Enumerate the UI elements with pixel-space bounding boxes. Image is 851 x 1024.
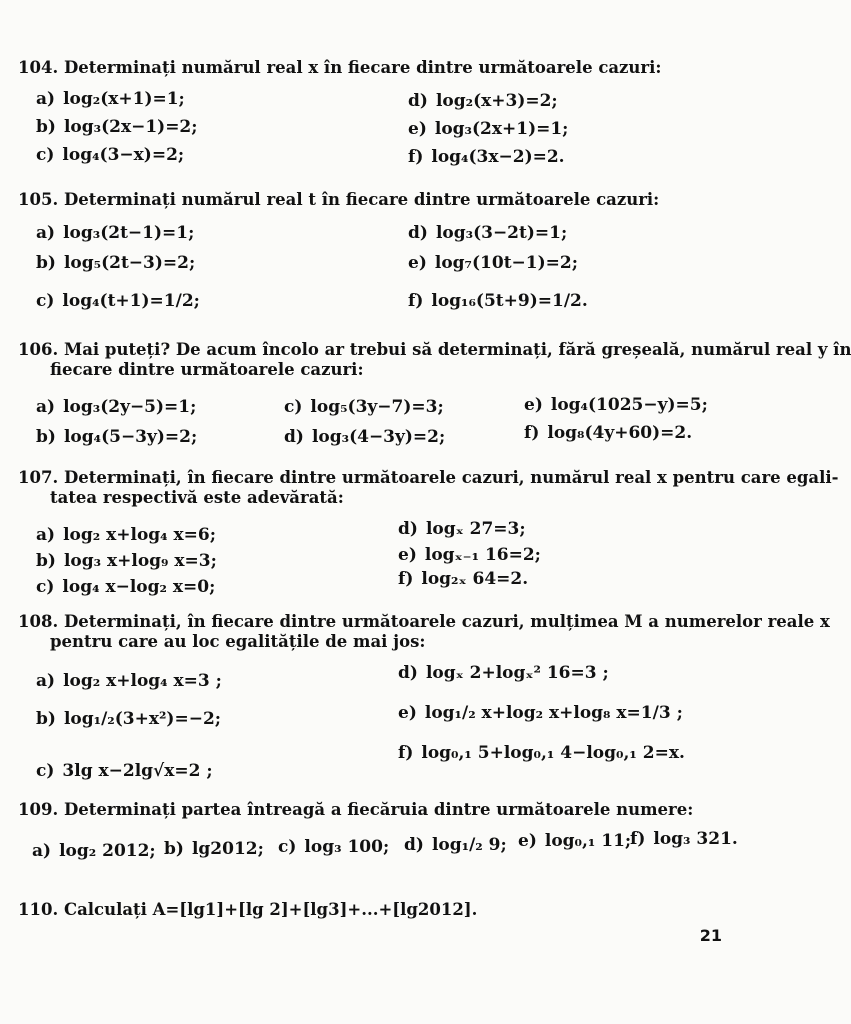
- problem-104-item-f: [408, 146, 565, 168]
- problem-text: Calculați A=[lg1]+[lg 2]+[lg3]+...+[lg2012].: [63, 900, 478, 919]
- item-expression: log₂ x+log₄ x=6;: [63, 525, 217, 545]
- item-label: b): [36, 709, 56, 729]
- problem-104-item-b: [36, 116, 198, 138]
- item-label: e): [398, 703, 417, 723]
- problem-108-statement: [18, 612, 830, 652]
- problem-text: Determinați, în fiecare dintre următoarele cazuri, mulțimea M a numerelor reale x: [63, 612, 830, 631]
- item-expression: log₀,₁ 5+log₀,₁ 4−log₀,₁ 2=x.: [421, 743, 685, 763]
- item-expression: log₄(1025−y)=5;: [550, 395, 708, 415]
- problem-text-continued: pentru care au loc egalitățile de mai jos:: [50, 632, 426, 651]
- item-label: c): [278, 837, 297, 857]
- problem-number: 105.: [18, 190, 59, 209]
- problem-text: Determinați, în fiecare dintre următoarele cazuri, numărul real x pentru care egali-: [63, 468, 839, 487]
- item-expression: logₓ 2+logₓ² 16=3 ;: [425, 663, 609, 683]
- problem-107-item-d: [398, 518, 526, 540]
- problem-105-item-b: [36, 252, 195, 274]
- item-expression: log₇(10t−1)=2;: [434, 253, 579, 273]
- item-expression: log₃ 100;: [304, 837, 390, 857]
- item-expression: logₓ 27=3;: [425, 519, 526, 539]
- item-expression: log₂(x+1)=1;: [63, 89, 185, 109]
- item-label: c): [36, 761, 55, 781]
- problem-108-item-b: [36, 708, 221, 730]
- item-label: c): [36, 291, 55, 311]
- problem-106-item-c: [284, 396, 444, 418]
- item-expression: log₄ x−log₂ x=0;: [62, 577, 216, 597]
- item-expression: log₃ 321.: [653, 829, 738, 849]
- item-label: b): [36, 253, 56, 273]
- problem-104-statement: [18, 58, 661, 78]
- problem-109-item-d: [404, 834, 507, 856]
- item-expression: logₓ₋₁ 16=2;: [424, 545, 541, 565]
- item-expression: log₂(x+3)=2;: [435, 91, 558, 111]
- problem-number: 107.: [18, 468, 59, 487]
- problem-109-item-f: [630, 828, 738, 850]
- item-label: e): [408, 253, 427, 273]
- item-expression: log₃ x+log₉ x=3;: [63, 551, 217, 571]
- item-label: a): [36, 397, 56, 417]
- problem-106-statement: [18, 340, 851, 380]
- item-expression: log₁/₂ 9;: [431, 835, 507, 855]
- item-expression: log₃(3−2t)=1;: [435, 223, 568, 243]
- problem-text: Determinați partea întreagă a fiecăruia dintre următoarele numere:: [63, 800, 694, 819]
- problem-108-item-f: [398, 742, 685, 764]
- problem-110-statement: [18, 900, 477, 920]
- problem-108-item-c: [36, 760, 213, 782]
- item-expression: log₄(5−3y)=2;: [63, 427, 198, 447]
- item-label: e): [524, 395, 543, 415]
- item-label: b): [164, 839, 184, 859]
- problem-108-item-a: [36, 670, 222, 692]
- problem-number: 104.: [18, 58, 59, 77]
- item-expression: log₁/₂(3+x²)=−2;: [63, 709, 222, 729]
- item-label: e): [518, 831, 537, 851]
- item-expression: log₃(2x−1)=2;: [63, 117, 198, 137]
- problem-105-statement: [18, 190, 659, 210]
- item-expression: log₀,₁ 11;: [544, 831, 632, 851]
- item-expression: log₁/₂ x+log₂ x+log₈ x=1/3 ;: [424, 703, 683, 723]
- item-label: d): [408, 223, 428, 243]
- problem-106-item-b: [36, 426, 197, 448]
- item-expression: log₄(3x−2)=2.: [431, 147, 565, 167]
- item-expression: log₅(2t−3)=2;: [63, 253, 196, 273]
- item-label: a): [32, 841, 52, 861]
- problem-104-item-e: [408, 118, 568, 140]
- item-label: a): [36, 525, 56, 545]
- problem-104-item-a: [36, 88, 185, 110]
- problem-105-item-e: [408, 252, 578, 274]
- problem-text: Mai puteți? De acum încolo ar trebui să determinați, fără greșeală, numărul real y în: [63, 340, 851, 359]
- item-label: f): [398, 569, 414, 589]
- item-label: a): [36, 223, 56, 243]
- item-expression: lg2012;: [191, 839, 264, 859]
- problem-106-item-a: [36, 396, 196, 418]
- item-label: d): [398, 519, 418, 539]
- problem-number: 106.: [18, 340, 59, 359]
- item-label: f): [408, 147, 424, 167]
- item-expression: log₃(4−3y)=2;: [311, 427, 446, 447]
- item-label: c): [284, 397, 303, 417]
- item-label: f): [398, 743, 414, 763]
- item-label: a): [36, 671, 56, 691]
- item-expression: 3lg x−2lg√x=2 ;: [62, 761, 213, 781]
- item-label: e): [398, 545, 417, 565]
- item-label: f): [630, 829, 646, 849]
- problem-108-item-e: [398, 702, 683, 724]
- item-expression: log₃(2t−1)=1;: [63, 223, 195, 243]
- problem-104-item-c: [36, 144, 184, 166]
- item-label: d): [408, 91, 428, 111]
- item-label: d): [404, 835, 424, 855]
- item-expression: log₄(t+1)=1/2;: [62, 291, 200, 311]
- problem-107-item-c: [36, 576, 215, 598]
- problem-109-statement: [18, 800, 693, 820]
- problem-107-item-a: [36, 524, 216, 546]
- problem-106-item-d: [284, 426, 445, 448]
- item-expression: log₁₆(5t+9)=1/2.: [431, 291, 588, 311]
- item-expression: log₃(2x+1)=1;: [434, 119, 569, 139]
- problem-109-item-a: [32, 840, 156, 862]
- item-label: d): [284, 427, 304, 447]
- problem-text: Determinați numărul real x în fiecare dintre următoarele cazuri:: [63, 58, 662, 77]
- item-label: a): [36, 89, 56, 109]
- item-expression: log₂ x+log₄ x=3 ;: [63, 671, 222, 691]
- problem-107-item-e: [398, 544, 541, 566]
- item-expression: log₂ₓ 64=2.: [421, 569, 529, 589]
- problem-106-item-f: [524, 422, 692, 444]
- problem-108-item-d: [398, 662, 609, 684]
- problem-109-item-e: [518, 830, 631, 852]
- problem-105-item-a: [36, 222, 194, 244]
- item-label: f): [408, 291, 424, 311]
- problem-number: 109.: [18, 800, 59, 819]
- item-label: b): [36, 117, 56, 137]
- item-expression: log₅(3y−7)=3;: [310, 397, 444, 417]
- item-expression: log₃(2y−5)=1;: [63, 397, 197, 417]
- problem-number: 108.: [18, 612, 59, 631]
- problem-104-item-d: [408, 90, 558, 112]
- item-label: f): [524, 423, 540, 443]
- problem-107-item-b: [36, 550, 217, 572]
- item-expression: log₂ 2012;: [59, 841, 156, 861]
- item-expression: log₈(4y+60)=2.: [547, 423, 693, 443]
- problem-105-item-f: [408, 290, 588, 312]
- problem-106-item-e: [524, 394, 708, 416]
- item-label: d): [398, 663, 418, 683]
- item-label: c): [36, 145, 55, 165]
- problem-107-item-f: [398, 568, 528, 590]
- problem-109-item-c: [278, 836, 389, 858]
- item-label: b): [36, 551, 56, 571]
- problem-105-item-d: [408, 222, 567, 244]
- problem-text-continued: fiecare dintre următoarele cazuri:: [50, 360, 364, 379]
- item-expression: log₄(3−x)=2;: [62, 145, 185, 165]
- problem-number: 110.: [18, 900, 59, 919]
- page-number: 21: [699, 926, 722, 945]
- item-label: b): [36, 427, 56, 447]
- problem-105-item-c: [36, 290, 200, 312]
- problem-text: Determinați numărul real t în fiecare dintre următoarele cazuri:: [63, 190, 660, 209]
- item-label: e): [408, 119, 427, 139]
- item-label: c): [36, 577, 55, 597]
- problem-109-item-b: [164, 838, 264, 860]
- problem-text-continued: tatea respectivă este adevărată:: [50, 488, 344, 507]
- problem-107-statement: [18, 468, 839, 508]
